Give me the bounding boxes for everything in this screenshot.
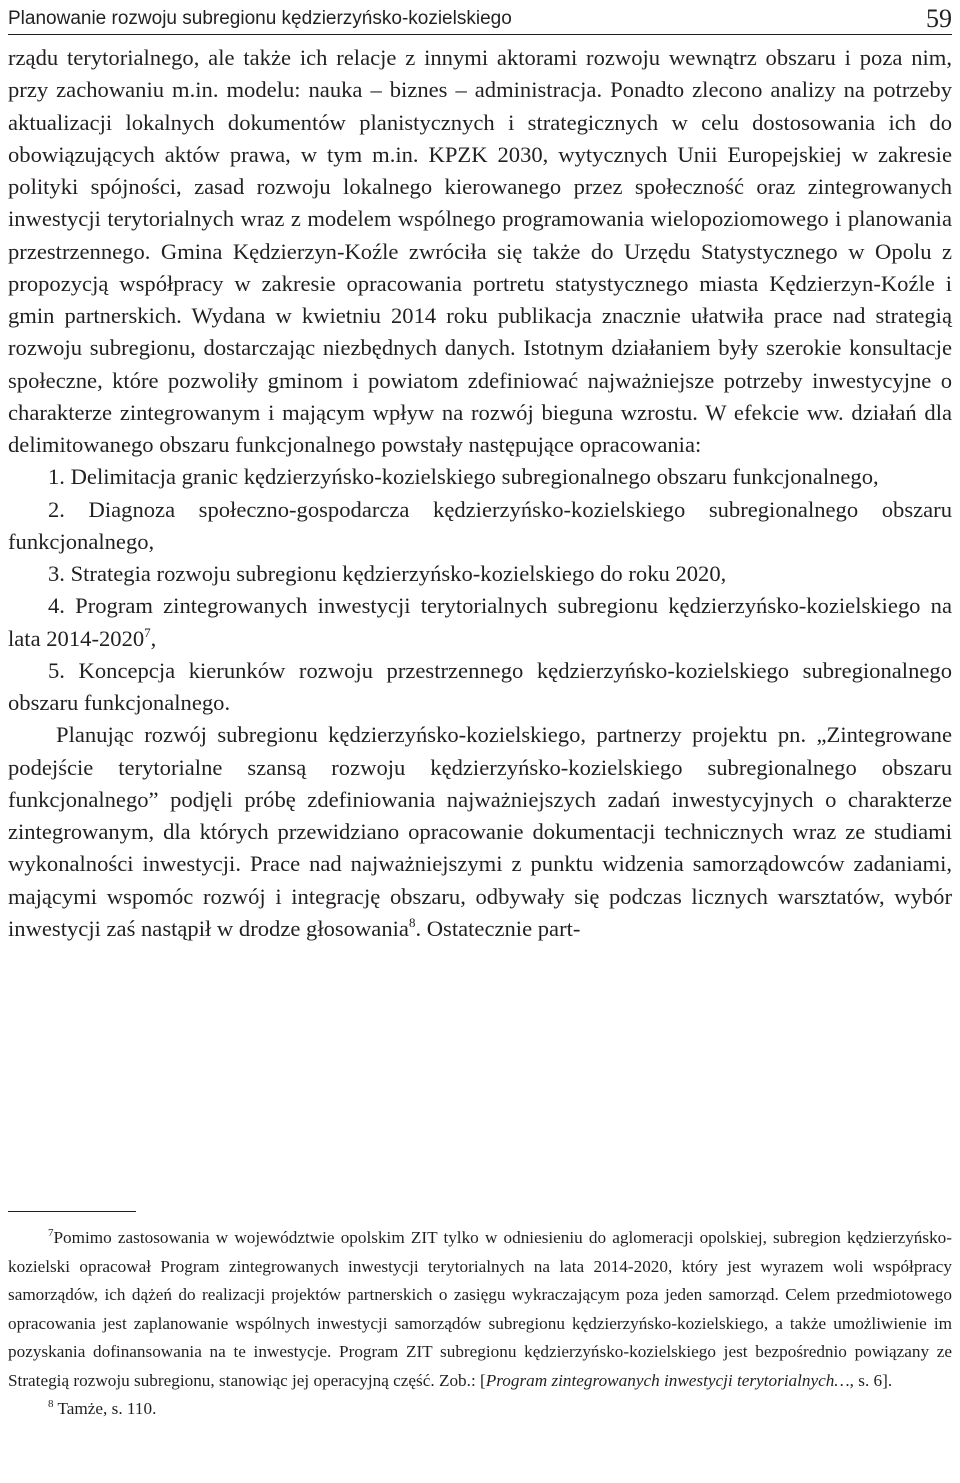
footnote-7-mark: 7 — [48, 1227, 54, 1239]
paragraph-2-text: Planując rozwój subregionu kędzierzyńsko-kozielskiego, partnerzy projektu pn. „Zintegrowane podejście terytorialne szansą rozwoju kędzierzyńsko-kozielskiego subregionalnego obszaru funkcjonalnego” podjęli próbę zdefiniowania najważniejszych zadań inwestycyjnych o charakterze zintegrowanym, dla których przewidziano opracowanie dokumentacji technicznych wraz ze studiami wykonalności inwestycji. Prace nad najważniejszymi z punktu widzenia samorządowców zadaniami, mającymi wspomóc rozwój i integrację obszaru, odbywały się podczas licznych warsztatów, wybór inwestycji zaś nastąpił w drodze głosowania — [8, 722, 952, 941]
footnote-separator — [8, 1211, 136, 1212]
list-item-4 — [8, 590, 952, 655]
paragraph-2-end: . Ostatecznie part- — [415, 915, 581, 941]
list-item-5: 5. Koncepcja kierunków rozwoju przestrzennego kędzierzyńsko-kozielskiego subregionalnego obszaru funkcjonalnego. — [8, 657, 952, 715]
footnote-8 — [8, 1395, 952, 1424]
footnote-8-text: Tamże, s. 110. — [57, 1399, 157, 1418]
page-number: 59 — [926, 4, 952, 33]
paragraph-2 — [8, 719, 952, 945]
list-item-3: 3. Strategia rozwoju subregionu kędzierzyńsko-kozielskiego do roku 2020, — [48, 561, 727, 586]
paragraph-1: rządu terytorialnego, ale także ich relacje z innymi aktorami rozwoju wewnątrz obszaru i poza nim, przy zachowaniu m.in. modelu: nauka – biznes – administracja. Ponadto zlecono analizy na potrzeby aktualizacji lokalnych dokumentów planistycznych i strategicznych w celu dostosowania ich do obowiązujących aktów prawa, w tym m.in. KPZK 2030, wytycznych Unii Europejskiej w zakresie polityki spójności, zasad rozwoju lokalnego kierowanego przez społeczność oraz zintegrowanych inwestycji terytorialnych wraz z modelem wspólnego programowania wielopoziomowego i planowania przestrzennego. Gmina Kędzierzyn-Koźle zwróciła się także do Urzędu Statystycznego w Opolu z propozycją współpracy w zakresie opracowania portretu statystycznego miasta Kędzierzyn-Koźle i gmin partnerskich. Wydana w kwietniu 2014 roku publikacja znacznie ułatwiła prace nad strategią rozwoju subregionu, dostarczając niezbędnych danych. Istotnym działaniem były szerokie konsultacje społeczne, które pozwoliły gminom i powiatom zdefiniować najważniejsze potrzeby inwestycyjne o charakterze zintegrowanym i mającym wpływ na rozwój bieguna wzrostu. W efekcie ww. działań dla delimitowanego obszaru funkcjonalnego powstały następujące opracowania: — [8, 45, 952, 457]
footnotes — [8, 1224, 952, 1424]
footnote-7-ref-end: , s. 6]. — [849, 1370, 893, 1390]
footnote-7-text: Pomimo zastosowania w województwie opolskim ZIT tylko w odniesieniu do aglomeracji opolskiej, subregion kędzierzyńsko-kozielski opracował Program zintegrowanych inwestycji terytorialnych na lata 2014-2020, który jest wyrazem woli współpracy samorządów, ich dążeń do realizacji projektów partnerskich o zasięgu wykraczającym poza jeden samorząd. Celem przedmiotowego opracowania jest zaplanowanie wspólnych inwestycji samorządów subregionu kędzierzyńsko-kozielskiego, a także umożliwienie im pozyskania dofinansowania na te inwestycje. Program ZIT subregionu kędzierzyńsko-kozielskiego jest bezpośrednio powiązany ze Strategią rozwoju subregionu, stanowiąc jej operacyjną część. Zob.: [ — [8, 1228, 952, 1390]
main-text — [8, 42, 952, 945]
header-title: Planowanie rozwoju subregionu kędzierzyńsko-kozielskiego — [8, 8, 512, 29]
list-item-1: 1. Delimitacja granic kędzierzyńsko-kozielskiego subregionalnego obszaru funkcjonalnego, — [48, 464, 879, 490]
footnote-8-mark: 8 — [48, 1398, 54, 1410]
footnote-7 — [8, 1224, 952, 1395]
footnote-ref-7[interactable]: 7 — [144, 624, 151, 640]
list-item-4-text: 4. Program zintegrowanych inwestycji terytorialnych subregionu kędzierzyńsko-kozielskiego na lata 2014-2020 — [8, 593, 952, 651]
list-item-2: 2. Diagnoza społeczno-gospodarcza kędzierzyńsko-kozielskiego subregionalnego obszaru funkcjonalnego, — [8, 496, 952, 554]
list-item-4-end: , — [150, 625, 157, 651]
footnote-ref-8[interactable]: 8 — [408, 914, 416, 930]
footnote-7-ref-title: Program zintegrowanych inwestycji terytorialnych… — [485, 1370, 850, 1390]
header-rule — [8, 34, 952, 35]
running-header — [8, 4, 952, 34]
